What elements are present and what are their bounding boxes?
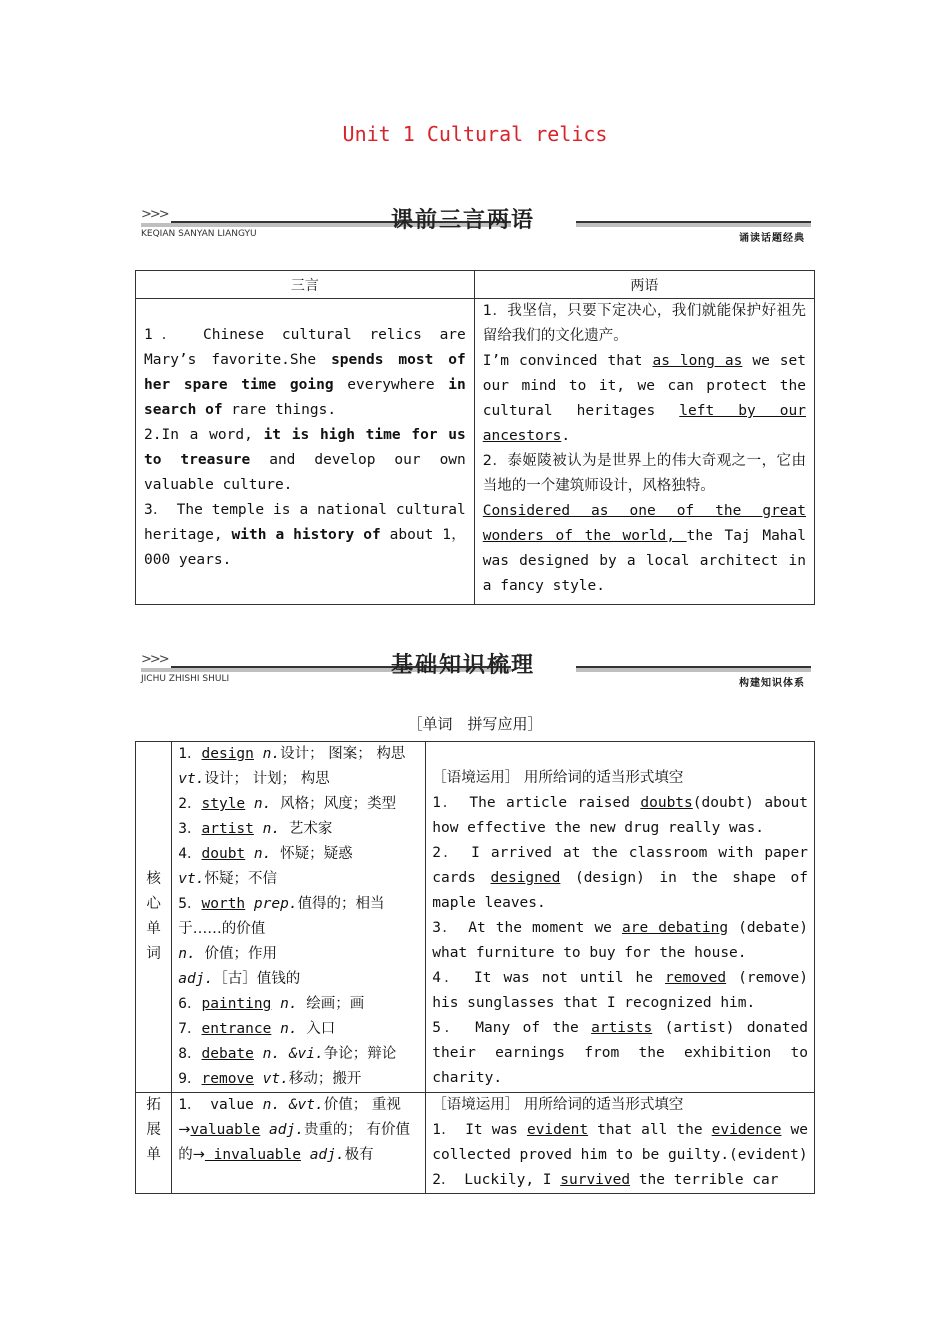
banner-divider	[576, 666, 811, 668]
banner-subtitle: 构建知识体系	[739, 678, 805, 689]
sentence-1: 1． Chinese cultural relics are Mary’s favorite.She spends most of her spare time going everywhere in search of rare things.	[144, 327, 466, 418]
exercise-item: 5． Many of the artists (artist) donated their earnings from the exhibition to charity.	[432, 1020, 809, 1086]
word-entry: 6．painting n. 绘画；画	[178, 996, 365, 1012]
word-entry: vt.怀疑；不信	[178, 871, 277, 887]
phrases-table	[135, 270, 815, 605]
banner-divider	[576, 223, 811, 227]
exercise-item: 1． It was evident that all the evidence we collected proved him to be guilty.(evident)	[432, 1122, 808, 1163]
arrows-icon: >>>	[141, 652, 168, 667]
exercise-item: 3． At the moment we are debating (debate) what furniture to buy for the house.	[432, 920, 808, 961]
word-entry: 5．worth prep.值得的；相当于……的价值	[178, 896, 385, 937]
section-banner-basics	[141, 648, 811, 688]
exercise-heading: ［语境运用］ 用所给词的适当形式填空	[432, 1097, 684, 1113]
exercise-item: 4． It was not until he removed (remove) his sunglasses that I recognized him.	[432, 970, 808, 1011]
translation-cell	[474, 299, 814, 605]
banner-divider	[576, 668, 811, 672]
extended-exercises	[426, 1093, 815, 1194]
document-title: Unit 1 Cultural relics	[342, 122, 608, 146]
translation-2-en: Considered as one of the great wonders of the world, the Taj Mahal was designed by a local architect in a fancy style.	[482, 503, 806, 594]
sentences-cell	[136, 299, 475, 605]
exercise-item: 1． The article raised doubts(doubt) about how effective the new drug really was.	[432, 795, 808, 836]
extended-words-label: 拓 展 单	[136, 1093, 172, 1194]
sentence-2: 2.In a word, it is high time for us to treasure and develop our own valuable culture.	[144, 427, 466, 493]
banner-pinyin: KEQIAN SANYAN LIANGYU	[141, 229, 257, 239]
exercise-heading: ［语境运用］ 用所给词的适当形式填空	[432, 770, 684, 786]
word-entry: 2．style n. 风格；风度；类型	[178, 796, 397, 812]
header-left: 三言	[136, 271, 475, 299]
word-entry: adj.［古］值钱的	[178, 971, 301, 987]
banner-subtitle: 诵读话题经典	[739, 233, 805, 244]
word-entry: vt.设计； 计划； 构思	[178, 771, 330, 787]
word-entry: 7．entrance n. 入口	[178, 1021, 336, 1037]
translation-1-en: I’m convinced that as long as we set our mind to it, we can protect the cultural heritages left by our ancestors.	[482, 353, 806, 444]
word-entry: 8．debate n. &vi.争论；辩论	[178, 1046, 397, 1062]
word-entry: 3．artist n. 艺术家	[178, 821, 333, 837]
arrows-icon: >>>	[141, 207, 168, 222]
banner-pinyin: JICHU ZHISHI SHULI	[141, 674, 230, 684]
word-entry: 9．remove vt.移动；搬开	[178, 1071, 362, 1087]
banner-title: 基础知识梳理	[391, 653, 536, 678]
core-words-label: 核 心 单 词	[136, 742, 172, 1093]
word-entry: 1．design n.设计； 图案； 构思	[178, 746, 406, 762]
translation-2-zh: 2．泰姬陵被认为是世界上的伟大奇观之一，它由当地的一个建筑师设计，风格独特。	[482, 453, 806, 494]
core-exercises	[426, 742, 815, 1093]
header-right: 两语	[474, 271, 814, 299]
core-words-list	[172, 742, 426, 1093]
banner-divider	[576, 221, 811, 223]
vocabulary-table	[135, 741, 815, 1194]
extended-words-list	[172, 1093, 426, 1194]
translation-1-zh: 1．我坚信，只要下定决心，我们就能保护好祖先留给我们的文化遗产。	[482, 303, 806, 344]
word-entry: 1． value n. &vt.价值； 重视→valuable adj.贵重的； 有价值的→ invaluable adj.极有	[178, 1097, 411, 1163]
exercise-item: 2． Luckily, I survived the terrible car	[432, 1172, 779, 1188]
word-entry: 4．doubt n. 怀疑；疑惑	[178, 846, 353, 862]
subsection-heading: ［单词 拼写应用］	[407, 715, 543, 733]
exercise-item: 2． I arrived at the classroom with paper cards designed (design) in the shape of maple leaves.	[432, 845, 808, 911]
word-entry: n. 价值；作用	[178, 946, 277, 962]
banner-title: 课前三言两语	[391, 208, 536, 233]
section-banner-pre-class	[141, 203, 811, 243]
sentence-3: 3． The temple is a national cultural heritage, with a history of about 1，000 years.	[144, 502, 466, 568]
